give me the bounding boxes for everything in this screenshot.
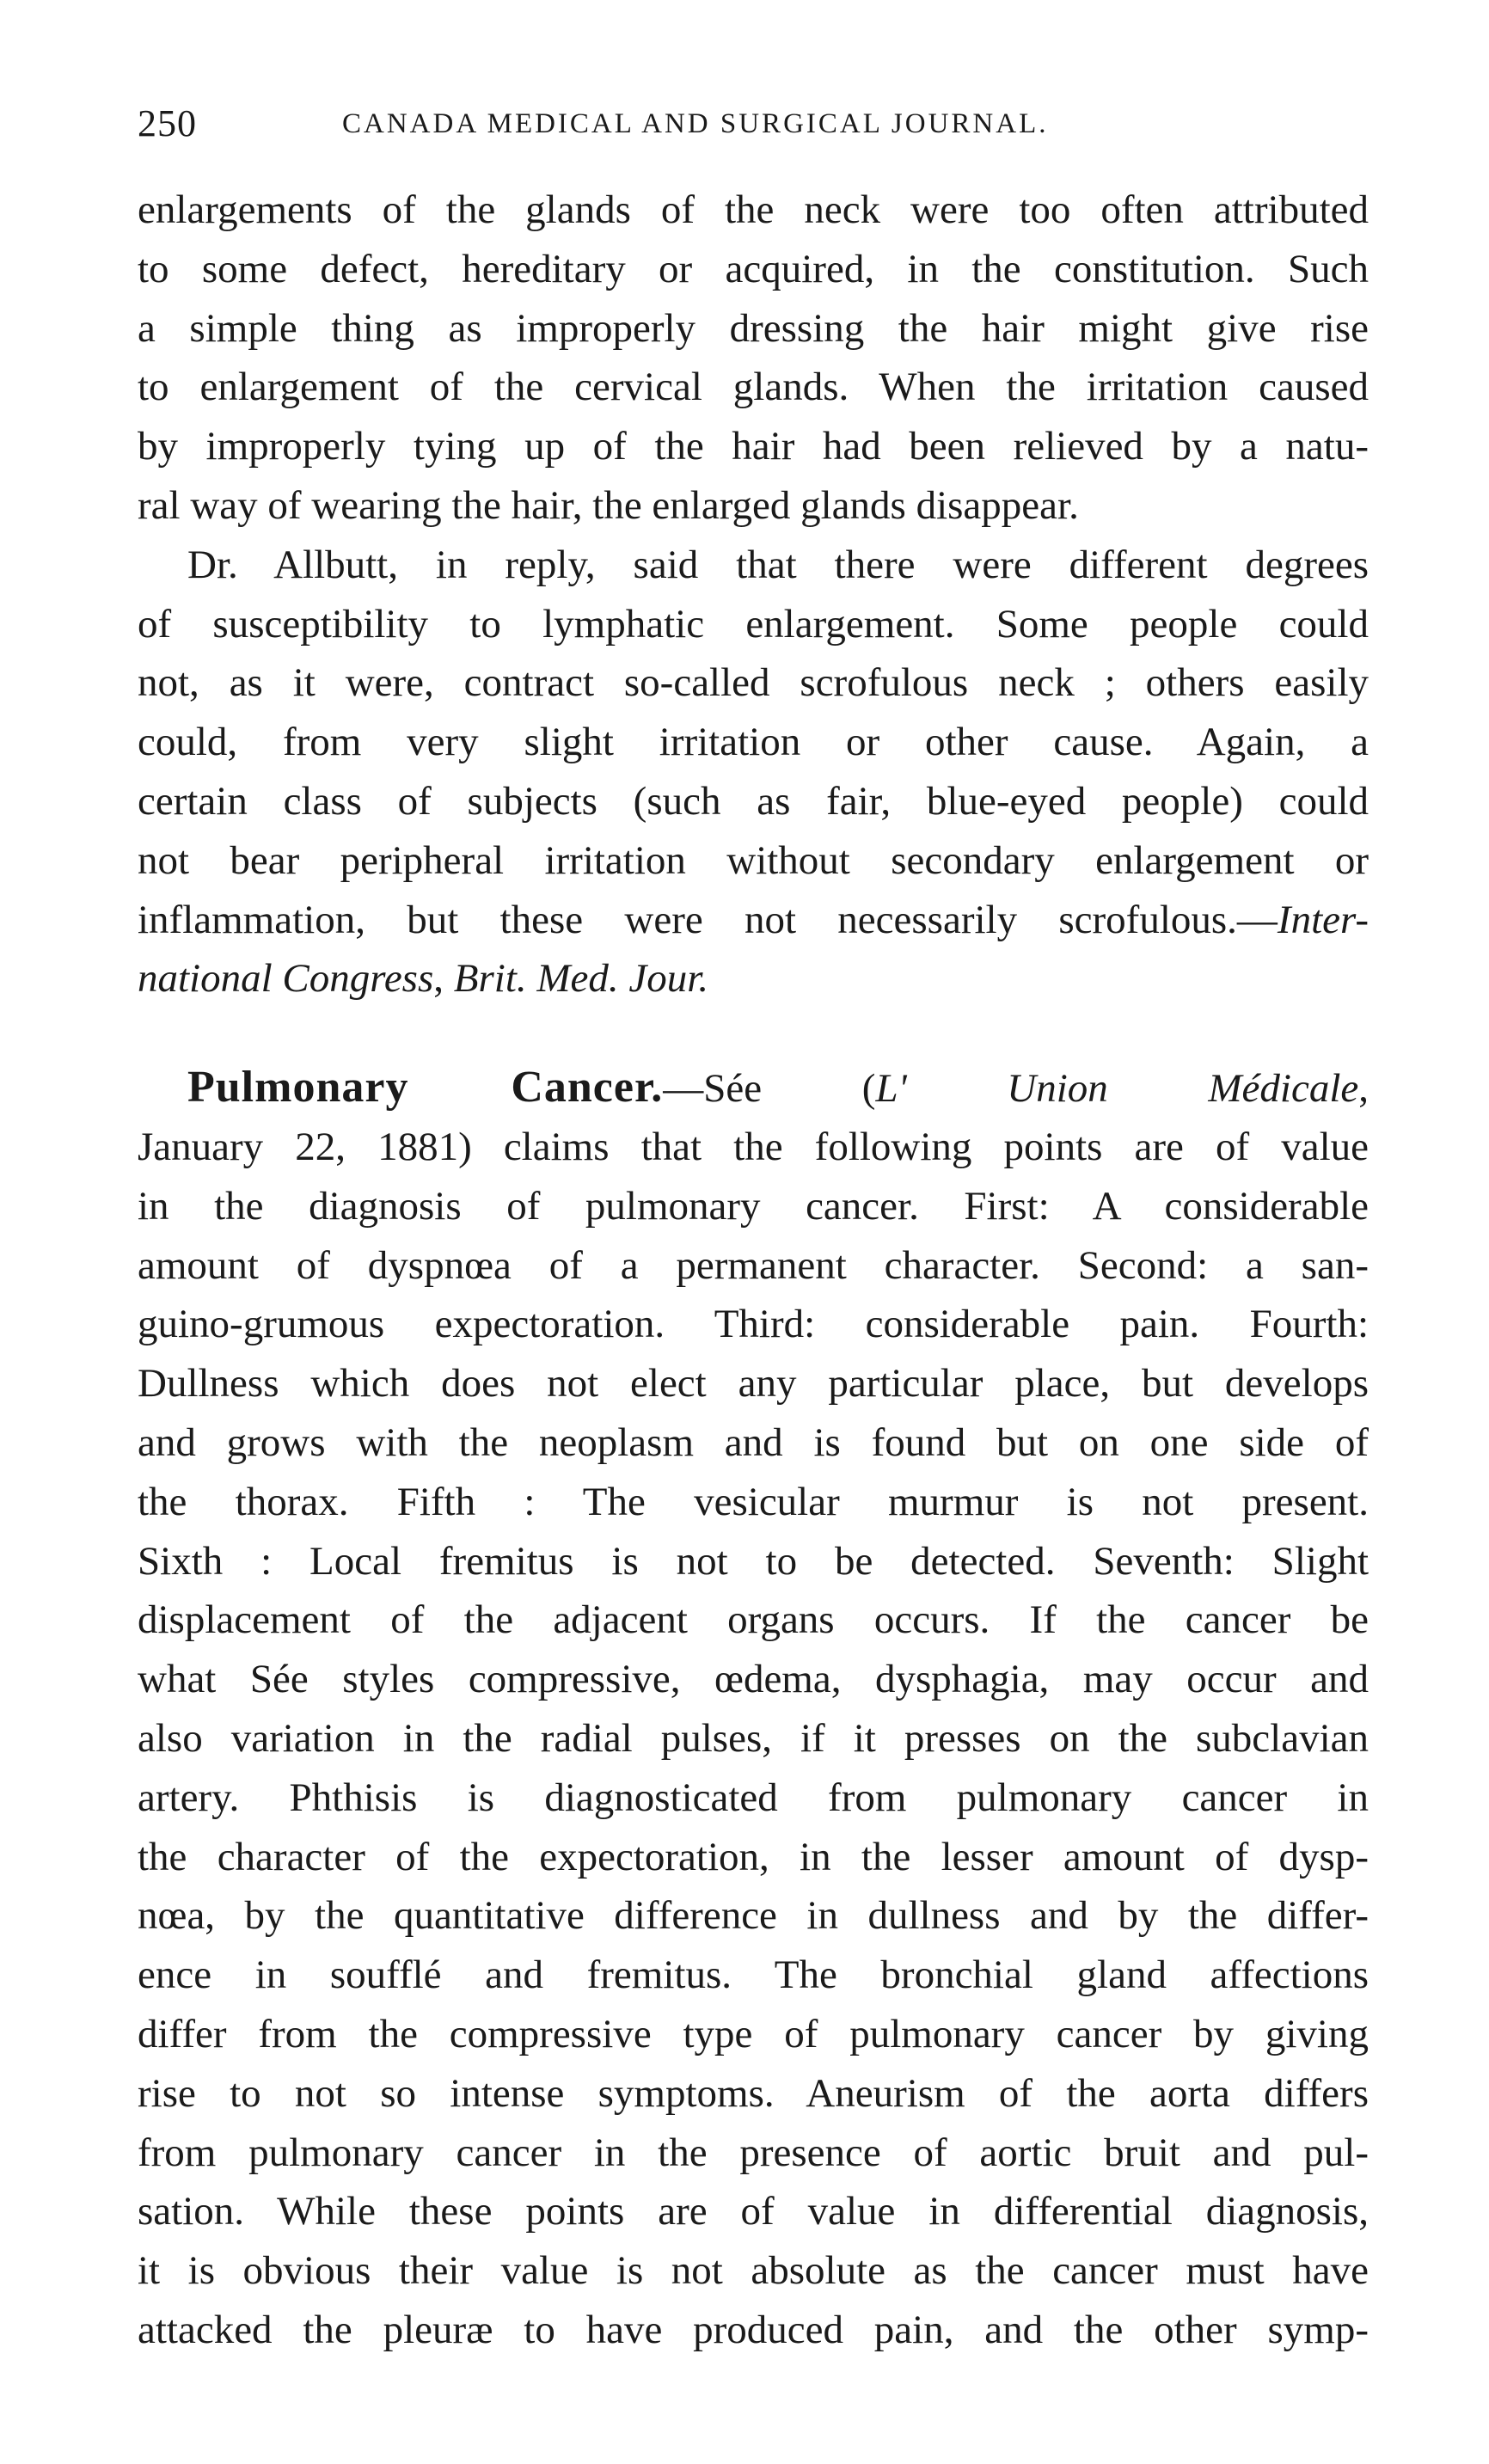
page-number: 250 [138, 102, 197, 144]
text-line [138, 891, 1369, 950]
text-line: to some defect, hereditary or acquired, in the constitution. Such [138, 246, 1369, 291]
text-line: certain class of subjects (such as fair, blue-eyed people) could [138, 778, 1369, 824]
running-head [138, 101, 1427, 153]
text-line: of susceptibility to lymphatic enlargement. Some people could [138, 601, 1369, 647]
text-line: ence in soufflé and fremitus. The bronchial gland affections [138, 1952, 1369, 1998]
text-line: differ from the compressive type of pulmonary cancer by giving [138, 2011, 1369, 2056]
body-text [138, 181, 1369, 2360]
text-line: could, from very slight irritation or other cause. Again, a [138, 720, 1369, 765]
text-line: artery. Phthisis is diagnosticated from pulmonary cancer in [138, 1774, 1369, 1820]
text-line: it is obvious their value is not absolute as the cancer must have [138, 2248, 1369, 2294]
text-line: not, as it were, contract so-called scrofulous neck ; others easily [138, 660, 1369, 706]
text-line: Dr. Allbutt, in reply, said that there were different degrees [187, 542, 1369, 587]
text-line: rise to not so intense symptoms. Aneurism of the aorta differs [138, 2070, 1369, 2116]
citation-italic: national Congress [138, 956, 434, 1002]
text-line: and grows with the neoplasm and is found but on one side of [138, 1419, 1369, 1465]
text-line: also variation in the radial pulses, if it presses on the subclavian [138, 1715, 1369, 1761]
text-line: in the diagnosis of pulmonary cancer. First: A considerable [138, 1183, 1369, 1229]
text-line: attacked the pleuræ to have produced pain, and the other symp- [138, 2307, 1369, 2352]
text-line: by improperly tying up of the hair had been relieved by a natu- [138, 424, 1369, 469]
text-line: the character of the expectoration, in the lesser amount of dysp- [138, 1834, 1369, 1879]
text-line: Dullness which does not elect any particular place, but develops [138, 1361, 1369, 1407]
text-line [138, 949, 1369, 1008]
source-italic: L' Union Médicale [875, 1066, 1359, 1112]
section-gap [138, 1008, 1369, 1058]
citation-italic: Inter- [1277, 897, 1369, 942]
text-line: displacement of the adjacent organs occurs. If the cancer be [138, 1597, 1369, 1643]
text-run: , [433, 956, 454, 1002]
text-line: sation. While these points are of value in differential diagnosis, [138, 2189, 1369, 2234]
text-line: amount of dyspnœa of a permanent character. Second: a san- [138, 1242, 1369, 1288]
section-heading: Pulmonary Cancer. [187, 1063, 664, 1112]
text-run: , [1358, 1066, 1370, 1112]
text-line: January 22, 1881) claims that the following points are of value [138, 1124, 1369, 1169]
text-line: Sixth : Local fremitus is not to be detected. Seventh: Slight [138, 1538, 1369, 1584]
text-line: the thorax. Fifth : The vesicular murmur is not present. [138, 1479, 1369, 1524]
text-line: a simple thing as improperly dressing the hair might give rise [138, 305, 1369, 351]
text-line: enlargements of the glands of the neck were too often attributed [138, 187, 1369, 232]
text-line: not bear peripheral irritation without secondary enlargement or [138, 837, 1369, 883]
text-line: to enlargement of the cervical glands. When the irritation caused [138, 365, 1369, 410]
text-line: nœa, by the quantitative difference in dullness and by the differ- [138, 1893, 1369, 1939]
journal-title: CANADA MEDICAL AND SURGICAL JOURNAL. [342, 108, 1049, 139]
text-line: what Sée styles compressive, œdema, dysphagia, may occur and [138, 1657, 1369, 1702]
citation-italic: Brit. Med. Jour. [453, 956, 709, 1002]
text-line: ral way of wearing the hair, the enlarged glands disappear. [138, 482, 1079, 528]
text-run: —Sée ( [663, 1066, 876, 1112]
text-run: inflammation, but these were not necessarily scrofulous.— [138, 897, 1278, 942]
text-line: guino-grumous expectoration. Third: considerable pain. Fourth: [138, 1302, 1369, 1347]
section-heading-line [138, 1058, 1369, 1118]
text-line: from pulmonary cancer in the presence of aortic bruit and pul- [138, 2130, 1369, 2175]
